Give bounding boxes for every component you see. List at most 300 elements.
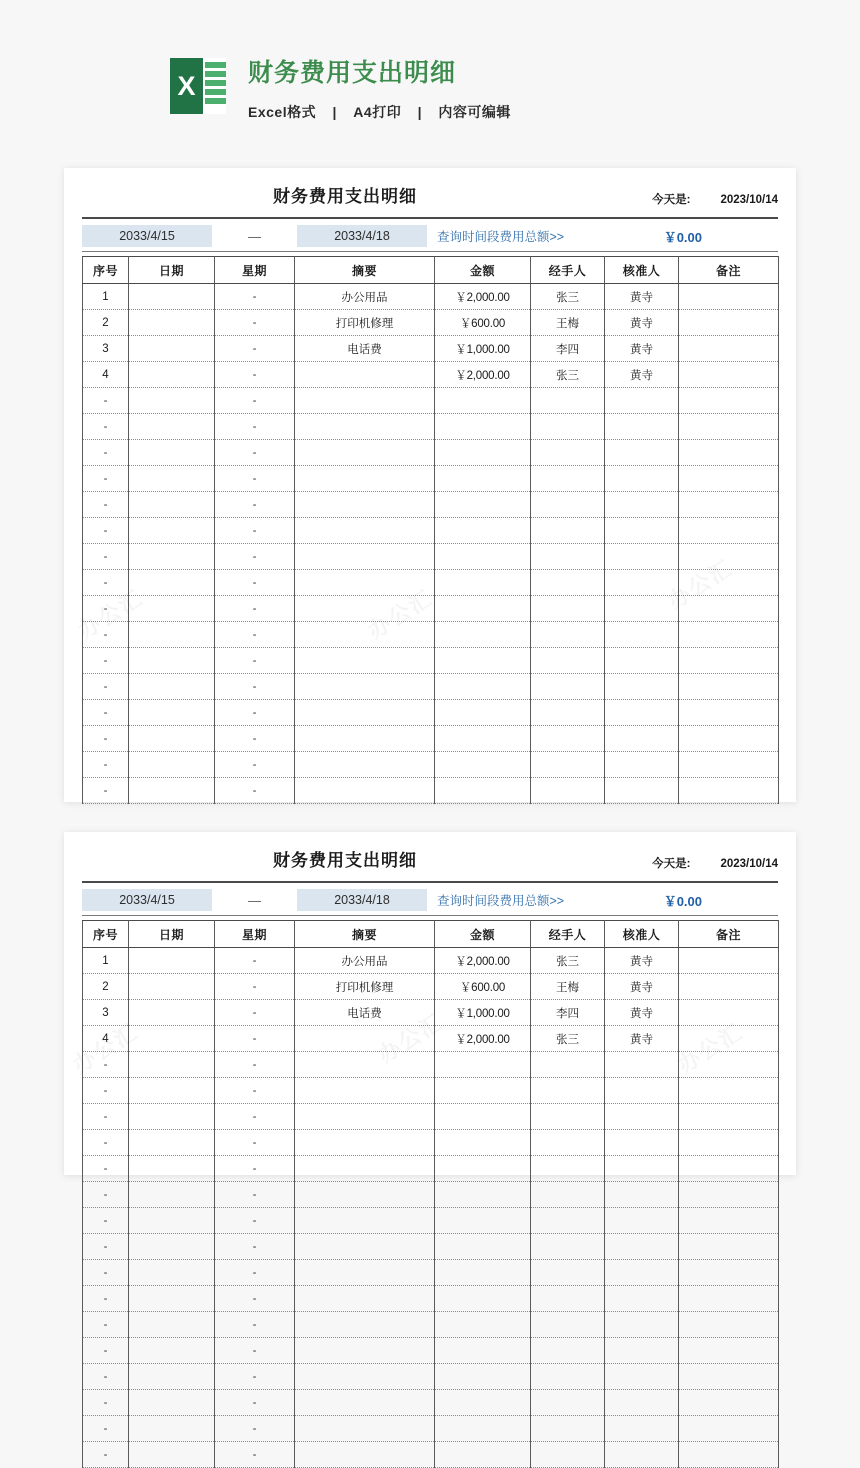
cell-note[interactable]	[679, 362, 779, 388]
cell-handler[interactable]	[531, 518, 605, 544]
cell-date[interactable]	[129, 622, 215, 648]
start-date-input[interactable]: 2033/4/15	[82, 225, 212, 247]
cell-handler[interactable]	[531, 1156, 605, 1182]
cell-weekday[interactable]: -	[215, 310, 295, 336]
cell-date[interactable]	[129, 1052, 215, 1078]
cell-amount[interactable]	[435, 1078, 531, 1104]
cell-summary[interactable]: 办公用品	[295, 948, 435, 974]
cell-weekday[interactable]: -	[215, 544, 295, 570]
cell-approver[interactable]	[605, 1260, 679, 1286]
cell-approver[interactable]	[605, 1390, 679, 1416]
cell-handler[interactable]	[531, 1416, 605, 1442]
cell-weekday[interactable]: -	[215, 778, 295, 804]
cell-handler[interactable]: 李四	[531, 1000, 605, 1026]
cell-note[interactable]	[679, 388, 779, 414]
cell-amount[interactable]: ￥600.00	[435, 974, 531, 1000]
cell-date[interactable]	[129, 1286, 215, 1312]
cell-no[interactable]: -	[83, 518, 129, 544]
cell-no[interactable]: -	[83, 1286, 129, 1312]
cell-weekday[interactable]: -	[215, 974, 295, 1000]
cell-note[interactable]	[679, 1130, 779, 1156]
cell-handler[interactable]	[531, 648, 605, 674]
cell-amount[interactable]	[435, 388, 531, 414]
query-total-link[interactable]: 查询时间段费用总额>>	[437, 230, 565, 244]
cell-note[interactable]	[679, 648, 779, 674]
cell-amount[interactable]	[435, 570, 531, 596]
cell-handler[interactable]: 张三	[531, 362, 605, 388]
cell-approver[interactable]	[605, 1442, 679, 1468]
cell-summary[interactable]	[295, 440, 435, 466]
cell-date[interactable]	[129, 1390, 215, 1416]
cell-summary[interactable]	[295, 1338, 435, 1364]
cell-handler[interactable]	[531, 1182, 605, 1208]
cell-date[interactable]	[129, 1416, 215, 1442]
cell-summary[interactable]	[295, 492, 435, 518]
cell-note[interactable]	[679, 440, 779, 466]
cell-weekday[interactable]: -	[215, 492, 295, 518]
cell-summary[interactable]	[295, 570, 435, 596]
cell-date[interactable]	[129, 1260, 215, 1286]
cell-approver[interactable]	[605, 440, 679, 466]
cell-handler[interactable]	[531, 726, 605, 752]
cell-no[interactable]: 2	[83, 310, 129, 336]
cell-weekday[interactable]: -	[215, 1000, 295, 1026]
cell-note[interactable]	[679, 726, 779, 752]
cell-no[interactable]: -	[83, 1130, 129, 1156]
cell-weekday[interactable]: -	[215, 466, 295, 492]
cell-note[interactable]	[679, 336, 779, 362]
cell-note[interactable]	[679, 752, 779, 778]
cell-handler[interactable]: 张三	[531, 948, 605, 974]
cell-summary[interactable]: 打印机修理	[295, 974, 435, 1000]
cell-no[interactable]: -	[83, 726, 129, 752]
cell-no[interactable]: -	[83, 596, 129, 622]
cell-date[interactable]	[129, 388, 215, 414]
cell-weekday[interactable]: -	[215, 948, 295, 974]
cell-amount[interactable]	[435, 1390, 531, 1416]
cell-date[interactable]	[129, 440, 215, 466]
cell-note[interactable]	[679, 1260, 779, 1286]
cell-summary[interactable]	[295, 1026, 435, 1052]
cell-approver[interactable]	[605, 752, 679, 778]
cell-note[interactable]	[679, 778, 779, 804]
cell-date[interactable]	[129, 466, 215, 492]
cell-summary[interactable]: 电话费	[295, 1000, 435, 1026]
cell-summary[interactable]	[295, 1260, 435, 1286]
cell-weekday[interactable]: -	[215, 1104, 295, 1130]
cell-weekday[interactable]: -	[215, 1026, 295, 1052]
cell-approver[interactable]	[605, 1182, 679, 1208]
cell-weekday[interactable]: -	[215, 1416, 295, 1442]
cell-weekday[interactable]: -	[215, 622, 295, 648]
cell-amount[interactable]	[435, 622, 531, 648]
cell-amount[interactable]	[435, 648, 531, 674]
cell-no[interactable]: -	[83, 440, 129, 466]
cell-summary[interactable]	[295, 1390, 435, 1416]
cell-note[interactable]	[679, 570, 779, 596]
query-total-link[interactable]: 查询时间段费用总额>>	[437, 894, 565, 908]
cell-weekday[interactable]: -	[215, 1078, 295, 1104]
cell-approver[interactable]: 黄寺	[605, 284, 679, 310]
cell-date[interactable]	[129, 1338, 215, 1364]
cell-summary[interactable]	[295, 362, 435, 388]
cell-note[interactable]	[679, 1286, 779, 1312]
cell-handler[interactable]	[531, 596, 605, 622]
cell-handler[interactable]	[531, 492, 605, 518]
cell-date[interactable]	[129, 1234, 215, 1260]
cell-amount[interactable]	[435, 596, 531, 622]
cell-summary[interactable]: 办公用品	[295, 284, 435, 310]
cell-approver[interactable]	[605, 388, 679, 414]
cell-no[interactable]: -	[83, 1182, 129, 1208]
cell-approver[interactable]	[605, 492, 679, 518]
start-date-input[interactable]: 2033/4/15	[82, 889, 212, 911]
cell-note[interactable]	[679, 974, 779, 1000]
cell-approver[interactable]: 黄寺	[605, 948, 679, 974]
cell-note[interactable]	[679, 310, 779, 336]
cell-note[interactable]	[679, 1338, 779, 1364]
cell-weekday[interactable]: -	[215, 726, 295, 752]
cell-summary[interactable]	[295, 726, 435, 752]
cell-note[interactable]	[679, 1182, 779, 1208]
cell-amount[interactable]: ￥1,000.00	[435, 1000, 531, 1026]
cell-weekday[interactable]: -	[215, 284, 295, 310]
cell-summary[interactable]	[295, 752, 435, 778]
cell-handler[interactable]	[531, 778, 605, 804]
cell-summary[interactable]	[295, 1130, 435, 1156]
cell-weekday[interactable]: -	[215, 1208, 295, 1234]
cell-note[interactable]	[679, 1208, 779, 1234]
cell-note[interactable]	[679, 700, 779, 726]
cell-approver[interactable]	[605, 700, 679, 726]
cell-amount[interactable]	[435, 726, 531, 752]
cell-handler[interactable]	[531, 1208, 605, 1234]
cell-approver[interactable]	[605, 1052, 679, 1078]
cell-amount[interactable]: ￥2,000.00	[435, 948, 531, 974]
cell-date[interactable]	[129, 778, 215, 804]
cell-amount[interactable]: ￥1,000.00	[435, 336, 531, 362]
cell-approver[interactable]	[605, 1338, 679, 1364]
cell-date[interactable]	[129, 648, 215, 674]
cell-summary[interactable]: 打印机修理	[295, 310, 435, 336]
cell-no[interactable]: -	[83, 1442, 129, 1468]
cell-handler[interactable]	[531, 414, 605, 440]
cell-handler[interactable]: 张三	[531, 1026, 605, 1052]
cell-no[interactable]: -	[83, 1052, 129, 1078]
cell-date[interactable]	[129, 310, 215, 336]
cell-date[interactable]	[129, 362, 215, 388]
cell-approver[interactable]	[605, 1156, 679, 1182]
cell-note[interactable]	[679, 1052, 779, 1078]
cell-approver[interactable]	[605, 1364, 679, 1390]
cell-weekday[interactable]: -	[215, 1234, 295, 1260]
cell-summary[interactable]	[295, 1182, 435, 1208]
cell-summary[interactable]	[295, 1104, 435, 1130]
cell-note[interactable]	[679, 596, 779, 622]
cell-approver[interactable]	[605, 570, 679, 596]
cell-weekday[interactable]: -	[215, 1312, 295, 1338]
cell-handler[interactable]	[531, 544, 605, 570]
cell-approver[interactable]: 黄寺	[605, 1000, 679, 1026]
cell-date[interactable]	[129, 1364, 215, 1390]
cell-no[interactable]: 2	[83, 974, 129, 1000]
cell-weekday[interactable]: -	[215, 1286, 295, 1312]
cell-approver[interactable]	[605, 1234, 679, 1260]
cell-date[interactable]	[129, 1312, 215, 1338]
cell-weekday[interactable]: -	[215, 414, 295, 440]
cell-no[interactable]: -	[83, 414, 129, 440]
cell-amount[interactable]	[435, 544, 531, 570]
cell-date[interactable]	[129, 570, 215, 596]
cell-date[interactable]	[129, 414, 215, 440]
cell-approver[interactable]	[605, 1312, 679, 1338]
cell-amount[interactable]: ￥600.00	[435, 310, 531, 336]
cell-note[interactable]	[679, 948, 779, 974]
cell-handler[interactable]: 张三	[531, 284, 605, 310]
cell-handler[interactable]	[531, 752, 605, 778]
cell-handler[interactable]	[531, 1312, 605, 1338]
cell-approver[interactable]	[605, 596, 679, 622]
cell-amount[interactable]	[435, 414, 531, 440]
cell-weekday[interactable]: -	[215, 1130, 295, 1156]
cell-summary[interactable]	[295, 414, 435, 440]
cell-amount[interactable]	[435, 1338, 531, 1364]
cell-amount[interactable]	[435, 1364, 531, 1390]
cell-no[interactable]: -	[83, 1208, 129, 1234]
cell-approver[interactable]: 黄寺	[605, 362, 679, 388]
cell-approver[interactable]	[605, 1286, 679, 1312]
cell-amount[interactable]	[435, 1208, 531, 1234]
cell-amount[interactable]	[435, 1286, 531, 1312]
cell-approver[interactable]: 黄寺	[605, 1026, 679, 1052]
cell-no[interactable]: -	[83, 1260, 129, 1286]
cell-no[interactable]: -	[83, 570, 129, 596]
cell-date[interactable]	[129, 284, 215, 310]
cell-note[interactable]	[679, 1442, 779, 1468]
cell-handler[interactable]	[531, 1442, 605, 1468]
cell-approver[interactable]	[605, 1078, 679, 1104]
cell-summary[interactable]	[295, 466, 435, 492]
cell-no[interactable]: -	[83, 1390, 129, 1416]
cell-date[interactable]	[129, 1000, 215, 1026]
cell-note[interactable]	[679, 1416, 779, 1442]
cell-weekday[interactable]: -	[215, 336, 295, 362]
cell-weekday[interactable]: -	[215, 1156, 295, 1182]
cell-weekday[interactable]: -	[215, 1052, 295, 1078]
cell-note[interactable]	[679, 1026, 779, 1052]
cell-approver[interactable]	[605, 1104, 679, 1130]
cell-approver[interactable]: 黄寺	[605, 974, 679, 1000]
cell-date[interactable]	[129, 1026, 215, 1052]
cell-summary[interactable]	[295, 1156, 435, 1182]
cell-no[interactable]: -	[83, 1338, 129, 1364]
cell-amount[interactable]: ￥2,000.00	[435, 284, 531, 310]
cell-no[interactable]: -	[83, 1312, 129, 1338]
cell-no[interactable]: 1	[83, 284, 129, 310]
cell-date[interactable]	[129, 974, 215, 1000]
cell-handler[interactable]	[531, 1052, 605, 1078]
cell-summary[interactable]	[295, 700, 435, 726]
cell-note[interactable]	[679, 1364, 779, 1390]
cell-amount[interactable]: ￥2,000.00	[435, 1026, 531, 1052]
cell-no[interactable]: -	[83, 492, 129, 518]
cell-no[interactable]: -	[83, 388, 129, 414]
cell-weekday[interactable]: -	[215, 674, 295, 700]
cell-handler[interactable]: 王梅	[531, 974, 605, 1000]
cell-no[interactable]: -	[83, 622, 129, 648]
cell-summary[interactable]	[295, 622, 435, 648]
cell-summary[interactable]	[295, 1416, 435, 1442]
cell-date[interactable]	[129, 752, 215, 778]
cell-handler[interactable]	[531, 1286, 605, 1312]
cell-summary[interactable]	[295, 1208, 435, 1234]
cell-weekday[interactable]: -	[215, 1442, 295, 1468]
cell-approver[interactable]	[605, 518, 679, 544]
cell-handler[interactable]	[531, 466, 605, 492]
cell-note[interactable]	[679, 544, 779, 570]
cell-amount[interactable]: ￥2,000.00	[435, 362, 531, 388]
cell-amount[interactable]	[435, 778, 531, 804]
cell-amount[interactable]	[435, 440, 531, 466]
cell-no[interactable]: -	[83, 1364, 129, 1390]
cell-handler[interactable]: 李四	[531, 336, 605, 362]
cell-summary[interactable]	[295, 1442, 435, 1468]
cell-no[interactable]: -	[83, 544, 129, 570]
cell-handler[interactable]	[531, 1364, 605, 1390]
cell-date[interactable]	[129, 700, 215, 726]
cell-amount[interactable]	[435, 492, 531, 518]
cell-handler[interactable]	[531, 700, 605, 726]
cell-weekday[interactable]: -	[215, 518, 295, 544]
cell-weekday[interactable]: -	[215, 570, 295, 596]
cell-approver[interactable]	[605, 1416, 679, 1442]
cell-date[interactable]	[129, 1130, 215, 1156]
cell-note[interactable]	[679, 622, 779, 648]
cell-approver[interactable]	[605, 674, 679, 700]
cell-summary[interactable]	[295, 518, 435, 544]
cell-no[interactable]: 4	[83, 1026, 129, 1052]
cell-summary[interactable]	[295, 648, 435, 674]
cell-amount[interactable]	[435, 1156, 531, 1182]
cell-summary[interactable]	[295, 1234, 435, 1260]
cell-no[interactable]: -	[83, 752, 129, 778]
cell-amount[interactable]	[435, 1260, 531, 1286]
cell-handler[interactable]	[531, 1338, 605, 1364]
cell-approver[interactable]	[605, 622, 679, 648]
cell-amount[interactable]	[435, 1442, 531, 1468]
cell-date[interactable]	[129, 544, 215, 570]
cell-date[interactable]	[129, 1182, 215, 1208]
cell-weekday[interactable]: -	[215, 648, 295, 674]
cell-no[interactable]: -	[83, 700, 129, 726]
cell-date[interactable]	[129, 1442, 215, 1468]
cell-note[interactable]	[679, 1312, 779, 1338]
cell-amount[interactable]	[435, 518, 531, 544]
cell-amount[interactable]	[435, 1130, 531, 1156]
cell-no[interactable]: -	[83, 1416, 129, 1442]
cell-weekday[interactable]: -	[215, 1260, 295, 1286]
cell-no[interactable]: 3	[83, 1000, 129, 1026]
cell-summary[interactable]	[295, 1364, 435, 1390]
cell-note[interactable]	[679, 1078, 779, 1104]
cell-date[interactable]	[129, 518, 215, 544]
cell-amount[interactable]	[435, 700, 531, 726]
cell-note[interactable]	[679, 674, 779, 700]
cell-weekday[interactable]: -	[215, 1390, 295, 1416]
cell-date[interactable]	[129, 726, 215, 752]
cell-no[interactable]: -	[83, 648, 129, 674]
cell-handler[interactable]	[531, 674, 605, 700]
cell-handler[interactable]	[531, 570, 605, 596]
cell-amount[interactable]	[435, 1182, 531, 1208]
cell-note[interactable]	[679, 518, 779, 544]
cell-amount[interactable]	[435, 1052, 531, 1078]
cell-handler[interactable]	[531, 388, 605, 414]
cell-handler[interactable]	[531, 1130, 605, 1156]
cell-no[interactable]: -	[83, 1156, 129, 1182]
cell-handler[interactable]	[531, 1260, 605, 1286]
cell-note[interactable]	[679, 492, 779, 518]
cell-weekday[interactable]: -	[215, 1364, 295, 1390]
cell-no[interactable]: -	[83, 1104, 129, 1130]
cell-amount[interactable]	[435, 466, 531, 492]
cell-summary[interactable]	[295, 674, 435, 700]
cell-no[interactable]: -	[83, 1234, 129, 1260]
cell-approver[interactable]	[605, 1208, 679, 1234]
cell-summary[interactable]: 电话费	[295, 336, 435, 362]
cell-amount[interactable]	[435, 752, 531, 778]
cell-handler[interactable]	[531, 1390, 605, 1416]
cell-summary[interactable]	[295, 1286, 435, 1312]
end-date-input[interactable]: 2033/4/18	[297, 225, 427, 247]
cell-no[interactable]: -	[83, 778, 129, 804]
end-date-input[interactable]: 2033/4/18	[297, 889, 427, 911]
cell-weekday[interactable]: -	[215, 388, 295, 414]
cell-note[interactable]	[679, 466, 779, 492]
cell-summary[interactable]	[295, 1052, 435, 1078]
cell-summary[interactable]	[295, 388, 435, 414]
cell-weekday[interactable]: -	[215, 752, 295, 778]
cell-approver[interactable]	[605, 726, 679, 752]
cell-note[interactable]	[679, 1156, 779, 1182]
cell-date[interactable]	[129, 948, 215, 974]
cell-date[interactable]	[129, 1078, 215, 1104]
cell-weekday[interactable]: -	[215, 362, 295, 388]
cell-amount[interactable]	[435, 1234, 531, 1260]
cell-summary[interactable]	[295, 778, 435, 804]
cell-no[interactable]: 4	[83, 362, 129, 388]
cell-weekday[interactable]: -	[215, 596, 295, 622]
cell-handler[interactable]: 王梅	[531, 310, 605, 336]
cell-no[interactable]: 1	[83, 948, 129, 974]
cell-amount[interactable]	[435, 1312, 531, 1338]
cell-handler[interactable]	[531, 1234, 605, 1260]
cell-approver[interactable]	[605, 414, 679, 440]
cell-amount[interactable]	[435, 1104, 531, 1130]
cell-date[interactable]	[129, 492, 215, 518]
cell-note[interactable]	[679, 1234, 779, 1260]
cell-summary[interactable]	[295, 1312, 435, 1338]
cell-approver[interactable]	[605, 544, 679, 570]
cell-date[interactable]	[129, 1104, 215, 1130]
cell-weekday[interactable]: -	[215, 440, 295, 466]
cell-no[interactable]: -	[83, 1078, 129, 1104]
cell-no[interactable]: -	[83, 674, 129, 700]
cell-note[interactable]	[679, 414, 779, 440]
cell-approver[interactable]	[605, 648, 679, 674]
cell-summary[interactable]	[295, 544, 435, 570]
cell-weekday[interactable]: -	[215, 700, 295, 726]
